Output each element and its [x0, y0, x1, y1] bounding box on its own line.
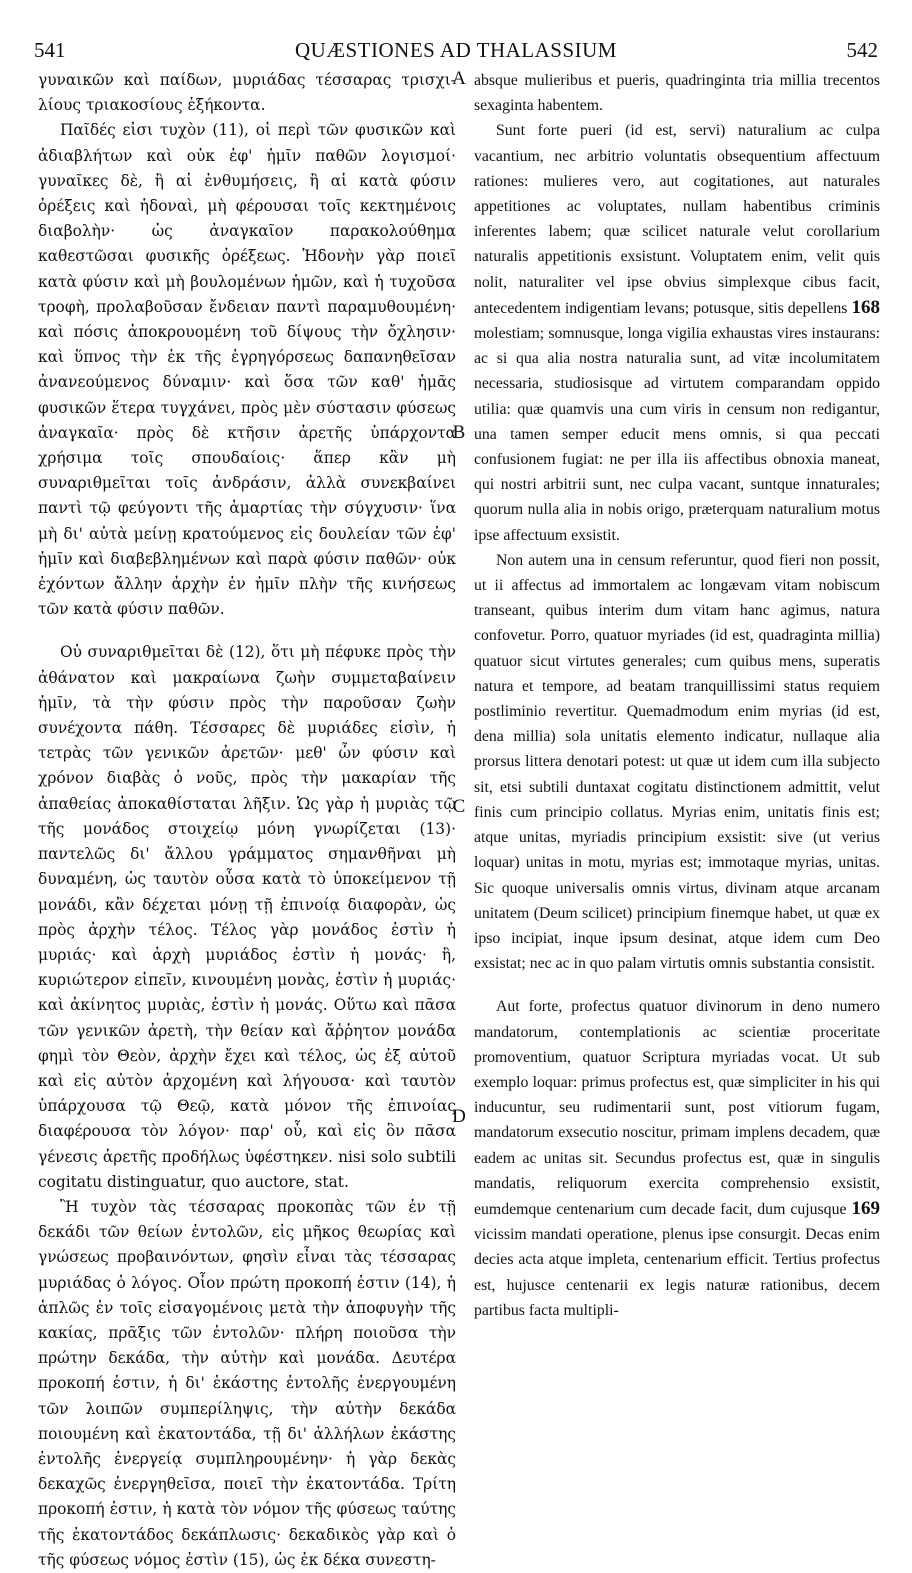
running-title: QUÆSTIONES AD THALASSIUM: [295, 38, 617, 62]
greek-paragraph: γυναικῶν καὶ παίδων, μυριάδας τέσσαρας τρισχι- λίους τριακοσίους ἑξήκοντα.: [38, 71, 456, 115]
latin-paragraph: absque mulieribus et pueris, quadringinta tria millia trecentos sexaginta habentem.: [474, 72, 880, 115]
latin-column: [474, 68, 880, 1530]
latin-paragraph: Non autem una in censum referuntur, quod fieri non possit, ut ii affectus ad immortalem ac longævam vitam nobiscum transeant, quibus interim dum vitam hanc agimus, natura confovetur. Porro, quatuor myriades (id est, quadraginta millia) quatuor sicut virtutes generales; cum quibus mens, superatis natura et tempore, ad beatam tranquillissimi status requiem postliminio revertitur. Quemadmodum enim myrias (id est, dena millia) sola unitatis elemento indicatur, nullaque alia prorsus littera denotari potest: ut quæ ut idem cum illa subjecto sit, etsi subtili duntaxat cogitatu distinctionem admittit, velut finis cum principio collatus. Myrias enim, unitatis finis est; atque unitas, myriadis principium exsistit: sive (ut verius loquar) unitas in motu, myrias est; immotaque myrias, unitas. Sic quoque universalis omnis virtus, divinam atque arcanam unitatem (Deum scilicet) principium finemque habet, ut quæ ex ipso incipiat, inque ipsum desinat, atque idem cum Deo exsistat; nec ac in quo palam virtutis omnis substantia consistit.: [474, 551, 880, 973]
latin-text: vicissim mandati operatione, plenus ipse consurgit. Decas enim decies acta atque impleta, centenarium efficit. Tertius profectus est, hujusce centenarii ex legis naturæ rationibus, decem partibus facta multipli-: [474, 1226, 880, 1319]
latin-text: Sunt forte pueri (id est, servi) naturalium ac culpa vacantium, nec arbitrio voluntatis obsequentium affectuum rationes: mulieres vero, aut cogitationes, aut naturales appetitiones ac voluptates, nullam habentibus criminis inferentes labem; quæ scilicet naturale velut corollarium naturalis appetitionis exsistunt. Voluptatem enim, velit quis nolit, naturaliter vel ipse obvius simplexque cibus facit, antecedentem indigentiam levans; potusque, sitis depellens: [474, 122, 880, 317]
margin-marker-d: D: [452, 1106, 466, 1127]
greek-paragraph: Ἢ τυχὸν τὰς τέσσαρας προκοπὰς τῶν ἐν τῇ δεκάδι τῶν θείων ἐντολῶν, εἰς μῆκος θεωρίας καὶ γνώσεως προβαινόντων, φησὶν εἶναι τὰς τέσσαρας μυριάδας ὁ λόγος. Οἷον πρώτη προκοπή ἐστιν (14), ἡ ἁπλῶς ἐν τοῖς εἰσαγομένοις μετὰ τὴν ἀποφυγὴν τῆς κακίας, πρᾶξις τῶν ἐντολῶν· πλήρη ποιοῦσα τὴν πρώτην δεκάδα, τὴν αὐτὴν καὶ μονάδα. Δευτέρα προκοπή ἐστιν, ἡ δι' ἑκάστης ἐντολῆς ἐνεργουμένη τῶν λοιπῶν συμπερίληψις, τὴν αὐτὴν δεκάδα ποιουμένη καὶ ἑκατοντάδα, τῇ δι' ἀλλήλων ἑκάστης ἐντολῆς ἐνεργείᾳ συμπληρουμένην· ἡ γὰρ δεκὰς δεκαχῶς ἐνεργηθεῖσα, ποιεῖ τὴν ἑκατοντάδα. Τρίτη προκοπή ἐστιν, ἡ κατὰ τὸν νόμον τῆς φύσεως ταύτης τῆς ἑκατοντάδος δεκάπλωσις· δεκαδικὸς γὰρ καὶ ὁ τῆς φύσεως νόμος ἐστὶν (15), ὡς ἐκ δέκα συνεστη-: [38, 1197, 456, 1569]
latin-paragraph: [474, 118, 880, 547]
page-number-left: 541: [34, 38, 66, 62]
column-number: 169: [851, 1197, 880, 1219]
greek-paragraph: Παῖδές εἰσι τυχὸν (11), οἱ περὶ τῶν φυσικῶν καὶ ἀδιαβλήτων καὶ οὐκ ἐφ' ἡμῖν παθῶν λογισμοί· γυναῖκες δὲ, ἢ αἱ ἐνθυμήσεις, ἢ αἱ κατὰ φύσιν ὀρέξεις καὶ ἡδοναὶ, μὴ φέρουσαι τοῖς κεκτημένοις διαβολὴν· ὡς ἀναγκαῖον παρακολούθημα καθεστῶσαι φυσικῆς ὀρέξεως. Ἡδονὴν γὰρ ποιεῖ κατὰ φύσιν καὶ μὴ βουλομένων ἡμῶν, καὶ ἡ τυχοῦσα τροφὴ, προλαβοῦσαν ἔνδειαν παντὶ παραμυθουμένη· καὶ πόσις ἀποκρουομένη τοῦ δίψους τὴν ὄχλησιν· καὶ ὕπνος τὴν ἐκ τῆς ἐγρηγόρσεως δαπανηθεῖσαν ἀνανεούμενος δύναμιν· καὶ ὅσα τῶν καθ' ἡμᾶς φυσικῶν ἕτερα τυγχάνει, πρὸς μὲν σύστασιν φύσεως ἀναγκαῖα· πρὸς δὲ κτῆσιν ἀρετῆς ὑπάρχοντα χρήσιμα τοῖς σπουδαίοις· ἅπερ κἂν μὴ συναριθμεῖται τοῖς ἀνδράσιν, ἀλλὰ συνεκβαίνει παντὶ τῷ φεύγοντι τῆς ἁμαρτίας τὴν σύγχυσιν· ἵνα μὴ δι' αὐτὰ μείνῃ κρατούμενος εἰς δουλείαν τῶν ἐφ' ἡμῖν καὶ διαβεβλημένων καὶ παρὰ φύσιν παθῶν· οὐκ ἐχόντων ἄλλην ἀρχὴν ἐν ἡμῖν πλὴν τῆς κινήσεως τῶν κατὰ φύσιν παθῶν.: [38, 121, 456, 619]
margin-marker-c: C: [452, 796, 466, 817]
greek-column: [38, 68, 456, 1569]
page-number-right: 542: [846, 38, 878, 62]
margin-marker-b: B: [452, 422, 466, 443]
latin-paragraph: [474, 994, 880, 1323]
greek-paragraph: Οὐ συναριθμεῖται δὲ (12), ὅτι μὴ πέφυκε πρὸς τὴν ἀθάνατον καὶ μακραίωνα ζωὴν συμμεταβαίνειν ἡμῖν, τὰ τὴν φύσιν πρὸς τὴν παροῦσαν ζωὴν συνέχοντα πάθη. Τέσσαρες δὲ μυριάδες εἰσὶν, ἡ τετρὰς τῶν γενικῶν ἀρετῶν· μεθ' ὧν φύσιν καὶ χρόνον διαβὰς ὁ νοῦς, πρὸς τὴν μακαρίαν τῆς ἀπαθείας ἀποκαθίσταται λῆξιν. Ὡς γὰρ ἡ μυριὰς τῷ τῆς μονάδος στοιχείῳ μόνη γνωρίζεται (13)· παντελῶς δι' ἄλλου γράμματος σημανθῆναι μὴ δυναμένη, ὡς ταυτὸν οὖσα κατὰ τὸ ὑποκείμενον τῇ μονάδι, κἂν δέχεται μόνῃ τῇ ἐπινοίᾳ διαφορὰν, ὡς πρὸς ἀρχὴν τέλος. Τέλος γὰρ μονάδος ἐστὶν ἡ μυριάς· καὶ ἀρχὴ μυριάδος ἐστὶν ἡ μονάς· ἢ, κυριώτερον εἰπεῖν, κινουμένη μονὰς, ἐστὶν ἡ μυριάς· καὶ ἀκίνητος μυριὰς, ἐστὶν ἡ μονάς. Οὕτω καὶ πᾶσα τῶν γενικῶν ἀρετὴ, τὴν θείαν καὶ ἄῤῥητον μονάδα φημὶ τὸν Θεὸν, ἀρχὴν ἔχει καὶ τέλος, ὡς ἐξ αὐτοῦ καὶ εἰς αὐτὸν ἀρχομένη καὶ λήγουσα· καὶ ταυτὸν ὑπάρχουσα τῷ Θεῷ, κατὰ μόνον τῆς ἐπινοίας διαφέρουσα τὸν λόγον· παρ' οὗ, καὶ εἰς ὃν πᾶσα γένεσις ἀρετῆς προδήλως ὑφέστηκεν. nisi solo subtili cogitatu distinguatur, quo auctore, stat.: [38, 643, 456, 1191]
column-number: 168: [851, 296, 880, 318]
margin-marker-a: A: [452, 68, 466, 89]
running-header: [34, 38, 878, 62]
latin-text: Aut forte, profectus quatuor divinorum in deno numero mandatorum, contemplationis ac scientiæ proceritate promoventium, quatuor Scriptura myriadas vocat. Ut sub exemplo loquar: primus profectus est, quæ simpliciter in his qui inducuntur, seu rudimentarii sunt, post vitiorum fugam, mandatorum exsecutio noscitur, primam implens decadem, quæ eadem ac unitas sit. Secundus profectus est, quæ in singulis mandatis, reliquorum exercita comprehensio exsistit, eumdemque centenarium cum decade facit, dum cujusque: [474, 998, 880, 1218]
latin-text: molestiam; somnusque, longa vigilia exhaustas vires instaurans: ac si qua alia nostra naturalia sunt, ad vitæ incolumitatem necessaria, studiosisque ad virtutem comparandam oppido utilia: quæ quamvis una cum viris in censum non redigantur, una tamen semper educit mens omnis, si qua peccati confusionem fugiat: ne per illa iis affectibus obnoxia maneat, qui nostri arbitrii sunt, nec culpa vacant, suntque innaturales; quorum nulla alia in nobis origo, præterquam naturalium motus ipse affectuum exsistit.: [474, 325, 880, 544]
